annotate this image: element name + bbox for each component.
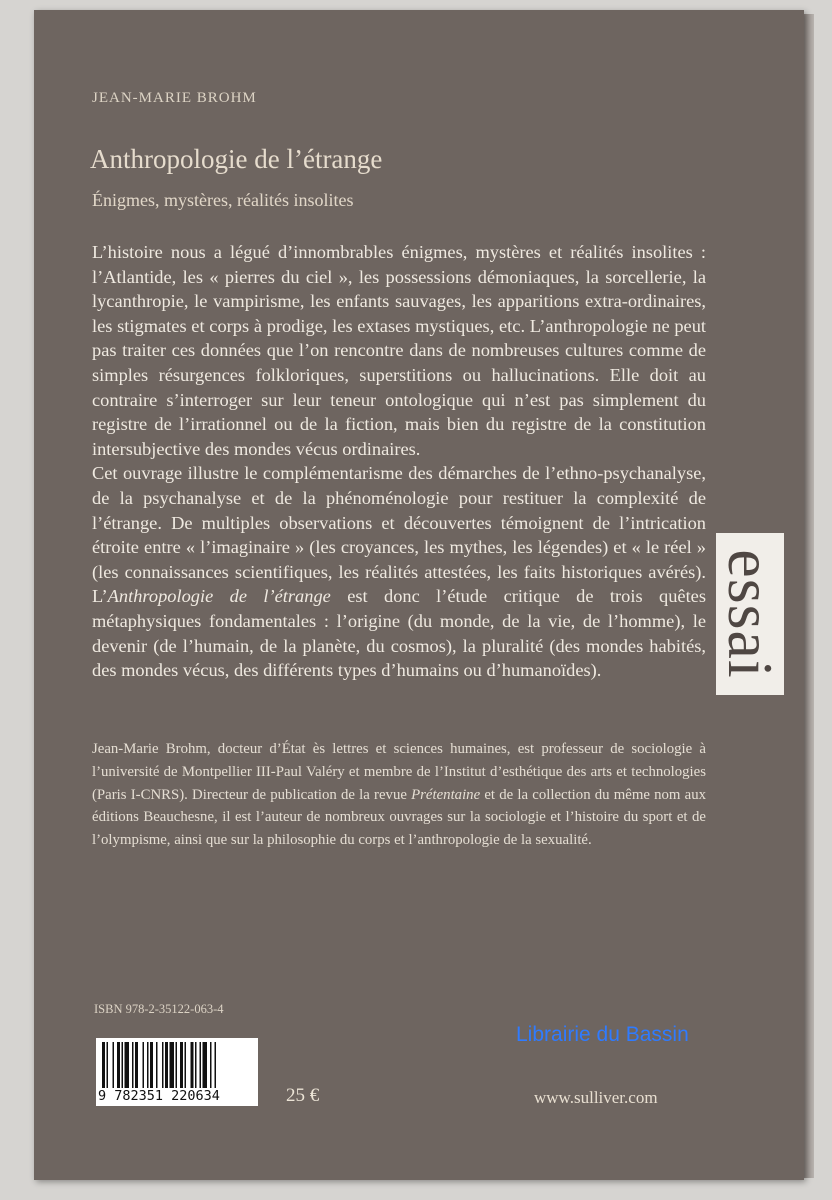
bio-start: Jean-Marie Brohm, docteur d’État ès lettres et sciences humaines, est professeur de sociologie à l’université de Montpellier III-Paul Valéry et membre de l’Institut d’esthétique des arts et technologies (Paris I-CNRS). Directeur de publication de la revue	[92, 741, 706, 803]
book-subtitle: Énigmes, mystères, réalités insolites	[92, 190, 354, 210]
blurb-p2-end: est donc l’étude critique de trois quêtes métaphysiques fondamentales : l’origine (du monde, de la vie, de l’homme), le devenir (de l’humain, de la planète, du cosmos), la pluralité (des mondes habités, des mondes vécus, des différents types d’humains ou d’humanoïdes).	[92, 586, 706, 681]
author-name: JEAN-MARIE BROHM	[92, 90, 257, 106]
barcode-digits: 9 782351 220634	[98, 1088, 220, 1104]
series-label-box	[716, 533, 784, 695]
barcode	[96, 1038, 258, 1106]
barcode-bars	[102, 1042, 252, 1088]
price: 25 €	[286, 1085, 320, 1106]
seller-watermark: Librairie du Bassin	[516, 1023, 689, 1046]
blurb-p2-title: Anthropologie de l’étrange	[107, 586, 331, 607]
blurb	[92, 240, 706, 683]
page-edge	[804, 14, 814, 1178]
author-bio	[92, 738, 706, 852]
blurb-p2-start: Cet ouvrage illustre le complémentarisme des démarches de l’ethno-psychanalyse, de la psychanalyse et de la phénoménologie pour restituer la complexité de l’étrange. De multiples observations et découvertes témoignent de l’intrication étroite entre « l’imaginaire » (les croyances, les mythes, les légendes) et « le réel » (les connaissances scientifiques, les réalités attestées, les faits historiques avérés). L’	[92, 463, 706, 607]
book-back-cover	[34, 10, 804, 1180]
bio-journal: Prétentaine	[411, 786, 481, 803]
series-label: essai	[715, 549, 786, 679]
publisher-website: www.sulliver.com	[534, 1088, 658, 1107]
bio-end: et de la collection du même nom aux éditions Beauchesne, il est l’auteur de nombreux ouvrages sur la sociologie et l’histoire du sport et de l’olympisme, ainsi que sur la philosophie du corps et l’anthropologie de la sexualité.	[92, 786, 706, 849]
blurb-paragraph-2	[92, 461, 706, 682]
book-title: Anthropologie de l’étrange	[90, 144, 383, 174]
blurb-paragraph-1: L’histoire nous a légué d’innombrables énigmes, mystères et réalités insolites : l’Atlantide, les « pierres du ciel », les possessions démoniaques, la sorcellerie, la lycanthropie, le vampirisme, les enfants sauvages, les apparitions extra-ordinaires, les stigmates et corps à prodige, les extases mystiques, etc. L’anthropologie ne peut pas traiter ces données que l’on rencontre dans de nombreuses cultures comme de simples résurgences folkloriques, superstitions ou hallucinations. Elle doit au contraire s’interroger sur leur teneur ontologique qui n’est pas simplement du registre de l’irrationnel ou de la fiction, mais bien du registre de la constitution intersubjective des mondes vécus ordinaires.	[92, 242, 706, 459]
isbn: ISBN 978-2-35122-063-4	[94, 1002, 224, 1016]
